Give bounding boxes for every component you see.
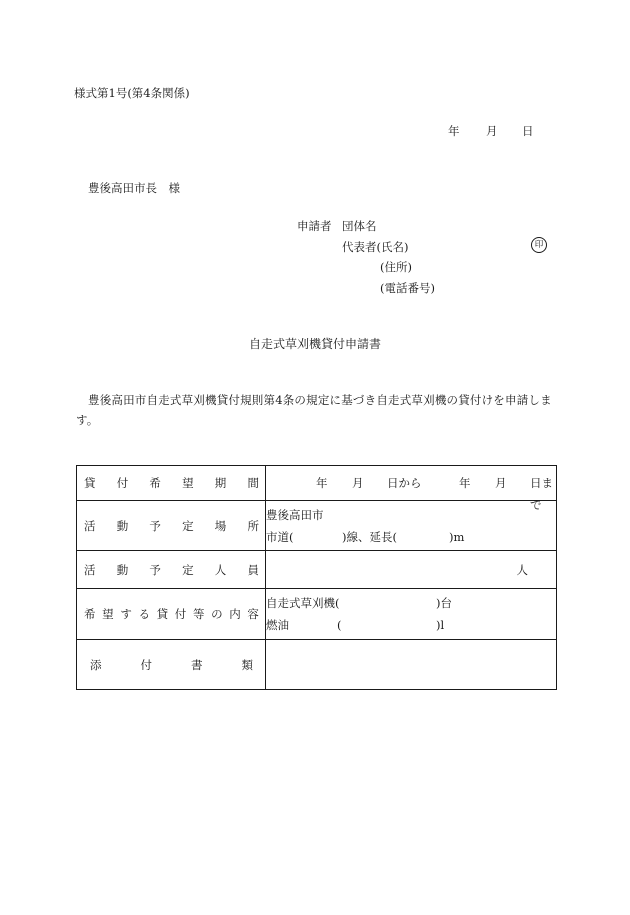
table-row bbox=[77, 640, 557, 690]
period-to-month: 月 bbox=[495, 476, 507, 490]
period-value[interactable] bbox=[266, 466, 557, 512]
period-from-suffix: 日から bbox=[387, 476, 422, 490]
label-char: 定 bbox=[182, 518, 194, 533]
mower-unit: )台 bbox=[436, 596, 452, 610]
label-char: 人 bbox=[214, 562, 227, 577]
label-char: 希 bbox=[149, 476, 161, 490]
label-char: 容 bbox=[247, 607, 259, 621]
addressee: 豊後高田市長 様 bbox=[88, 181, 180, 195]
fuel-open: ( bbox=[337, 618, 342, 632]
label-char: 活 bbox=[84, 518, 96, 533]
label-char: 予 bbox=[149, 562, 161, 577]
label-char: 等 bbox=[192, 607, 205, 621]
seal-mark: 印 bbox=[531, 237, 547, 253]
label-char: 付 bbox=[116, 476, 129, 490]
period-from-year: 年 bbox=[316, 476, 328, 490]
fuel-label: 燃油 bbox=[266, 618, 289, 632]
label-char: 活 bbox=[84, 562, 96, 577]
people-unit: 人 bbox=[516, 563, 528, 577]
mower-prefix: 自走式草刈機( bbox=[266, 596, 340, 610]
label-char: 類 bbox=[241, 657, 253, 672]
label-char: の bbox=[211, 607, 223, 621]
applicant-label: 申請者 bbox=[297, 219, 332, 233]
date-year: 年 bbox=[448, 124, 460, 138]
label-char: る bbox=[138, 607, 150, 621]
label-char: 動 bbox=[116, 562, 129, 577]
label-char: 員 bbox=[247, 562, 259, 577]
label-char: 添 bbox=[90, 657, 102, 672]
organization-name-label: 団体名 bbox=[342, 219, 377, 233]
attachments-value[interactable] bbox=[266, 640, 557, 690]
location-city: 豊後高田市 bbox=[266, 507, 324, 522]
representative-name-label: 代表者(氏名) bbox=[342, 240, 409, 254]
label-char: 貸 bbox=[156, 607, 169, 621]
form-number: 様式第1号(第4条関係) bbox=[74, 86, 190, 100]
location-value[interactable] bbox=[266, 501, 557, 551]
period-label bbox=[77, 466, 266, 501]
label-char: 望 bbox=[182, 476, 194, 490]
document-title: 自走式草刈機貸付申請書 bbox=[248, 337, 381, 351]
label-char: 期 bbox=[214, 476, 227, 490]
road-line-label: )線、延長( bbox=[342, 529, 397, 544]
label-char: 付 bbox=[140, 657, 152, 672]
label-char: 場 bbox=[214, 518, 227, 533]
road-unit: )m bbox=[449, 529, 465, 544]
road-prefix: 市道( bbox=[266, 529, 294, 544]
date-line bbox=[448, 123, 534, 139]
period-to-year: 年 bbox=[459, 476, 471, 490]
people-label bbox=[77, 551, 266, 589]
application-statement: 豊後高田市自走式草刈機貸付規則第4条の規定に基づき自走式草刈機の貸付けを申請します。 bbox=[76, 393, 552, 427]
attachments-label bbox=[77, 640, 266, 690]
period-from-month: 月 bbox=[352, 476, 364, 490]
label-char: 付 bbox=[174, 607, 187, 621]
contents-value[interactable] bbox=[266, 589, 557, 640]
label-char: 動 bbox=[116, 518, 129, 533]
table-row bbox=[77, 466, 557, 501]
date-month: 月 bbox=[486, 124, 498, 138]
label-char: す bbox=[120, 607, 132, 621]
phone-label: (電話番号) bbox=[380, 281, 435, 295]
date-day: 日 bbox=[522, 124, 534, 138]
label-char: 望 bbox=[102, 607, 114, 621]
table-row bbox=[77, 589, 557, 640]
location-label bbox=[77, 501, 266, 551]
label-char: 貸 bbox=[84, 476, 96, 490]
application-table bbox=[76, 465, 557, 690]
contents-label bbox=[77, 589, 266, 640]
address-label: (住所) bbox=[380, 260, 412, 274]
label-char: 間 bbox=[247, 476, 259, 490]
label-char: 書 bbox=[191, 657, 203, 672]
table-row bbox=[77, 551, 557, 589]
fuel-unit: )l bbox=[436, 618, 445, 632]
label-char: 予 bbox=[149, 518, 161, 533]
label-char: 内 bbox=[229, 607, 241, 621]
label-char: 定 bbox=[182, 562, 194, 577]
period-to-suffix: 日まで bbox=[530, 476, 553, 512]
label-char: 所 bbox=[247, 518, 259, 533]
label-char: 希 bbox=[84, 607, 96, 621]
table-row bbox=[77, 501, 557, 551]
people-value[interactable] bbox=[266, 551, 557, 589]
